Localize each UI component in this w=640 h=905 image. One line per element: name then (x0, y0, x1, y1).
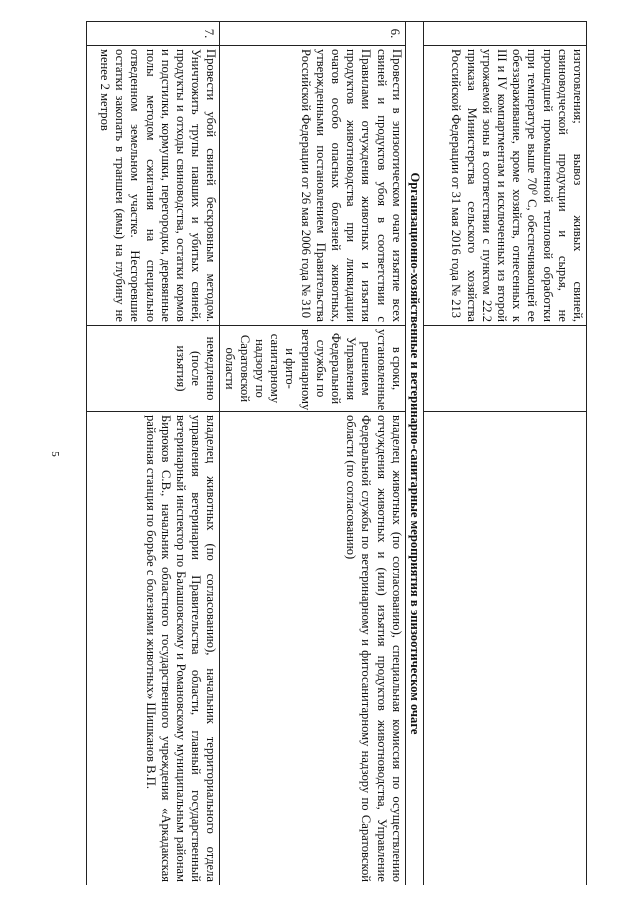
responsible-cell: владелец животных (по согласованию), начальник территориального отдела управления ветеринарии Правительства области, главный государственный ветеринарный инспектор по Балашовскому и Романовскому муниципальным районам Бирюков С.В., начальник областного государственного учреждения «Аркадакская районная станция по борьбе с болезнями животных» Шишканов В.П. (87, 412, 220, 886)
table-row (220, 22, 405, 886)
table-row-continued (424, 22, 587, 886)
page-number: 5 (48, 451, 61, 457)
measure-cell: Провести убой свиней бескровным методом. Уничтожить трупы павших и убитых свиней, продукты и отходы свиноводства, остатки кормов и подстилки, кормушки, перегородки, деревянные полы методом сжигания на специально отведенном земельном участке. Несгоревшие остатки закопать в траншеи (ямы) на глубину не менее 2 метров (87, 46, 220, 326)
row-number: 6. (220, 22, 405, 46)
table-row (87, 22, 220, 886)
measure-cell: изготовления; вывоз живых свиней, свиноводческой продукции и сырья, не прошедшей промышленной тепловой обработки при температуре выше 70⁰ С, обеспечивающей ее обеззараживание, кроме хозяйств, отнесенных к III и IV компартментам и исключенных из второй угрожаемой зоны в соответствии с пунктом 22.2 приказа Министерства сельского хозяйства Российской Федерации от 31 мая 2016 года № 213 (424, 46, 587, 326)
measure-cell: Провести в эпизоотическом очаге изъятие всех свиней и продуктов убоя в соответствии с Правилами отчуждения животных и изъятия продуктов животноводства при ликвидации очагов особо опасных болезней животных, утвержденными постановлением Правительства Российской Федерации от 26 мая 2006 года № 310 (220, 46, 405, 326)
term-cell (424, 326, 587, 412)
term-cell: в сроки, установленные решением Управления Федеральной службы по ветеринарному и фито-санитарному надзору по Саратовской области (220, 326, 405, 412)
section-title: Организационно-хозяйственные и ветеринарно-санитарные мероприятия в эпизоотическом очаге (405, 22, 423, 886)
rotated-page-content (77, 21, 587, 885)
term-cell: немедленно (после изъятия) (87, 326, 220, 412)
row-number: 7. (87, 22, 220, 46)
section-header-row (405, 22, 423, 886)
responsible-cell (424, 412, 587, 886)
rotated-table-wrapper (77, 21, 587, 885)
responsible-cell: владелец животных (по согласованию), специальная комиссия по осуществлению отчуждения животных и (или) изъятия продуктов животноводства, Управление Федеральной службы по ветеринарному и фитосанитарному надзору по Саратовской области (по согласованию) (220, 412, 405, 886)
num-cell (424, 22, 587, 46)
measures-table (86, 21, 587, 885)
